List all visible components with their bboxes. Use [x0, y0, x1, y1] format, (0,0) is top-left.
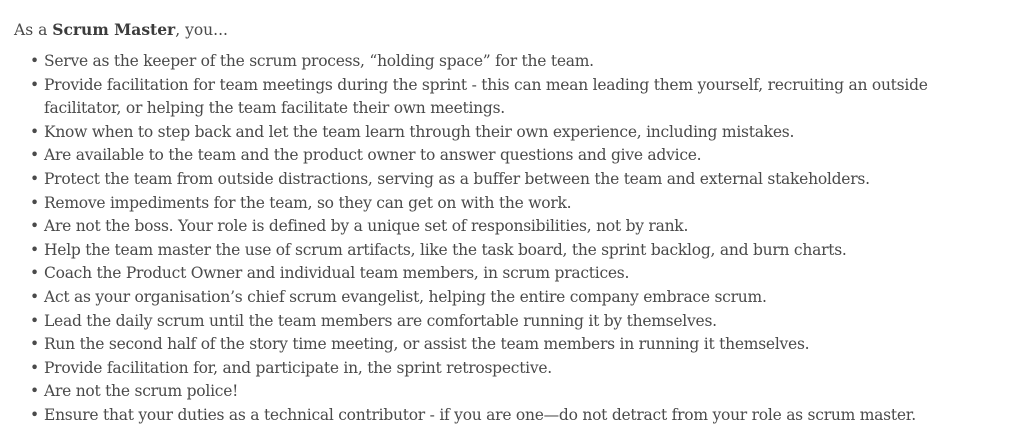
- list-item-text: Serve as the keeper of the scrum process, “holding space” for the team.: [44, 52, 594, 70]
- list-item: [30, 262, 1005, 286]
- list-item: [30, 192, 1005, 216]
- bullet-icon: •: [30, 217, 39, 236]
- list-item-text: Help the team master the use of scrum artifacts, like the task board, the sprint backlog, and burn charts.: [44, 240, 847, 259]
- bullet-icon: •: [30, 335, 39, 354]
- bullet-icon: •: [30, 311, 39, 330]
- list-item-text: Are not the scrum police!: [44, 382, 239, 401]
- list-item: [30, 333, 1005, 357]
- list-item: [30, 404, 1005, 428]
- bullet-icon: •: [30, 75, 39, 94]
- intro-role: Scrum Master: [52, 19, 176, 39]
- list-item-text: Provide facilitation for team meetings during the sprint - this can mean leading them yourself, recruiting an outside facilitator, or helping the team facilitate their own meetings.: [44, 75, 928, 118]
- list-item: [30, 121, 1005, 145]
- intro-text: [14, 19, 228, 41]
- list-item-text: Coach the Product Owner and individual team members, in scrum practices.: [44, 264, 630, 283]
- bullet-icon: •: [30, 193, 39, 212]
- bullet-icon: •: [30, 240, 39, 259]
- list-item: [30, 310, 1005, 334]
- list-item: [30, 215, 1005, 239]
- list-item-text: Run the second half of the story time meeting, or assist the team members in running it themselves.: [44, 335, 810, 354]
- list-item-text: Act as your organisation’s chief scrum evangelist, helping the entire company embrace scrum.: [44, 287, 767, 306]
- list-item-text: Know when to step back and let the team learn through their own experience, including mistakes.: [44, 122, 795, 141]
- bullet-icon: •: [30, 146, 39, 165]
- list-item-text: Provide facilitation for, and participate in, the sprint retrospective.: [44, 358, 552, 377]
- list-item-text: Are not the boss. Your role is defined by a unique set of responsibilities, not by rank.: [44, 217, 689, 236]
- bullet-icon: •: [30, 264, 39, 283]
- list-item-text: Lead the daily scrum until the team members are comfortable running it by themselves.: [44, 311, 717, 330]
- bullet-icon: •: [30, 169, 39, 188]
- bullet-icon: •: [30, 358, 39, 377]
- list-item: [30, 74, 1005, 121]
- list-item: [30, 144, 1005, 168]
- list-item: [30, 286, 1005, 310]
- intro-suffix: , you...: [175, 20, 228, 39]
- list-item: [30, 239, 1005, 263]
- bullet-icon: •: [30, 405, 39, 424]
- list-item: [30, 168, 1005, 192]
- bullet-icon: •: [30, 382, 39, 401]
- list-item: [30, 50, 1005, 74]
- list-item-text: Are available to the team and the product owner to answer questions and give advice.: [44, 146, 702, 165]
- bullet-icon: •: [30, 287, 39, 306]
- bullet-icon: •: [30, 52, 39, 70]
- list-item-text: Remove impediments for the team, so they can get on with the work.: [44, 193, 572, 212]
- list-item: [30, 357, 1005, 381]
- responsibilities-list: [30, 50, 1005, 428]
- intro-prefix: As a: [14, 20, 53, 39]
- bullet-icon: •: [30, 122, 39, 141]
- list-item-text: Ensure that your duties as a technical contributor - if you are one—do not detract from your role as scrum master.: [44, 405, 916, 424]
- list-item-text: Protect the team from outside distractions, serving as a buffer between the team and external stakeholders.: [44, 169, 870, 188]
- list-item: [30, 380, 1005, 404]
